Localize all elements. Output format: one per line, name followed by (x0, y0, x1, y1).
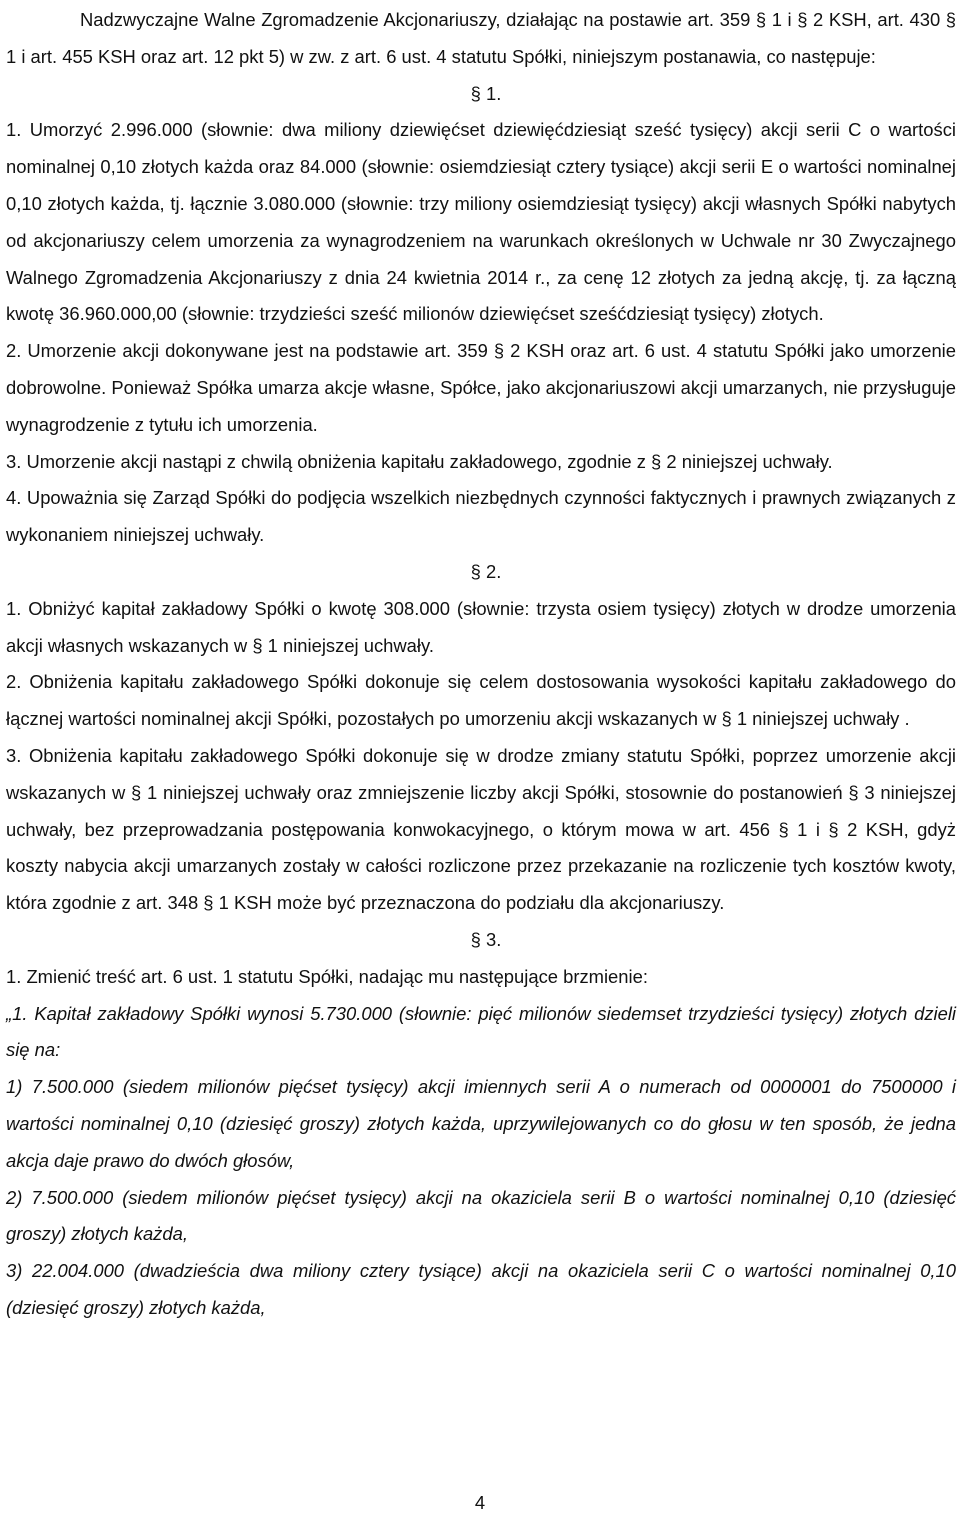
quoted-paragraph-3: 2) 7.500.000 (siedem milionów pięćset tysięcy) akcji na okaziciela serii B o wartości nominalnej 0,10 (dziesięć groszy) złotych każda, (6, 1186, 956, 1245)
section-1-paragraph-3: 3. Umorzenie akcji nastąpi z chwilą obniżenia kapitału zakładowego, zgodnie z § 2 niniejszej uchwały. (6, 450, 833, 472)
intro-paragraph: Nadzwyczajne Walne Zgromadzenie Akcjonariuszy, działając na postawie art. 359 § 1 i § 2 KSH, art. 430 § 1 i art. 455 KSH oraz art. 12 pkt 5) w zw. z art. 6 ust. 4 statutu Spółki, niniejszym postanawia, co następuje: (6, 9, 956, 67)
page-number: 4 (474, 1492, 486, 1513)
section-2-paragraph-3: 3. Obniżenia kapitału zakładowego Spółki dokonuje się w drodze zmiany statutu Spółki, poprzez umorzenie akcji wskazanych w § 1 niniejszej uchwały oraz zmniejszenie liczby akcji Spółki, stosownie do postanowień § 3 niniejszej uchwały, bez przeprowadzania postępowania konwokacyjnego, o którym mowa w art. 456 § 1 i § 2 KSH, gdyż koszty nabycia akcji umarzanych zostały w całości rozliczone przez przekazanie na rozliczenie tych kosztów kwoty, która zgodnie z art. 348 § 1 KSH może być przeznaczona do podziału dla akcjonariuszy. (6, 744, 956, 914)
section-3-heading: § 3. (470, 928, 502, 950)
quoted-paragraph-2: 1) 7.500.000 (siedem milionów pięćset tysięcy) akcji imiennych serii A o numerach od 0000001 do 7500000 i wartości nominalnej 0,10 (dziesięć groszy) złotych każda, uprzywilejowanych co do głosu w ten sposób, że jedna akcja daje prawo do dwóch głosów, (6, 1076, 956, 1171)
section-2-paragraph-1: 1. Obniżyć kapitał zakładowy Spółki o kwotę 308.000 (słownie: trzysta osiem tysięcy) złotych w drodze umorzenia akcji własnych wskazanych w § 1 niniejszej uchwały. (6, 597, 956, 656)
section-2-paragraph-2: 2. Obniżenia kapitału zakładowego Spółki dokonuje się celem dostosowania wysokości kapitału zakładowego do łącznej wartości nominalnej akcji Spółki, pozostałych po umorzeniu akcji wskazanych w § 1 niniejszej uchwały . (6, 671, 956, 730)
quoted-paragraph-1: „1. Kapitał zakładowy Spółki wynosi 5.730.000 (słownie: pięć milionów siedemset trzydzieści tysięcy) złotych dzieli się na: (6, 1002, 956, 1061)
section-1-heading: § 1. (470, 82, 502, 104)
section-1-paragraph-4: 4. Upoważnia się Zarząd Spółki do podjęcia wszelkich niezbędnych czynności faktycznych i prawnych związanych z wykonaniem niniejszej uchwały. (6, 487, 956, 546)
section-1-paragraph-1: 1. Umorzyć 2.996.000 (słownie: dwa miliony dziewięćset dziewięćdziesiąt sześć tysięcy) akcji serii C o wartości nominalnej 0,10 złotych każda oraz 84.000 (słownie: osiemdziesiąt cztery tysiące) akcji serii E o wartości nominalnej 0,10 złotych każda, tj. łącznie 3.080.000 (słownie: trzy miliony osiemdziesiąt tysięcy) akcji własnych Spółki nabytych od akcjonariuszy celem umorzenia za wynagrodzeniem na warunkach określonych w Uchwale nr 30 Zwyczajnego Walnego Zgromadzenia Akcjonariuszy z dnia 24 kwietnia 2014 r., za cenę 12 złotych za jedną akcję, tj. za łączną kwotę 36.960.000,00 (słownie: trzydzieści sześć milionów dziewięćset sześćdziesiąt tysięcy) złotych. (6, 119, 956, 325)
document-page (6, 2, 956, 1327)
quoted-paragraph-4: 3) 22.004.000 (dwadzieścia dwa miliony cztery tysiące) akcji na okaziciela serii C o wartości nominalnej 0,10 (dziesięć groszy) złotych każda, (6, 1260, 956, 1318)
section-1-paragraph-2: 2. Umorzenie akcji dokonywane jest na podstawie art. 359 § 2 KSH oraz art. 6 ust. 4 statutu Spółki jako umorzenie dobrowolne. Ponieważ Spółka umarza akcje własne, Spółce, jako akcjonariuszowi akcji umarzanych, nie przysługuje wynagrodzenie z tytułu ich umorzenia. (6, 340, 956, 435)
section-2-heading: § 2. (470, 560, 502, 582)
section-3-paragraph-1: 1. Zmienić treść art. 6 ust. 1 statutu Spółki, nadając mu następujące brzmienie: (6, 965, 648, 987)
